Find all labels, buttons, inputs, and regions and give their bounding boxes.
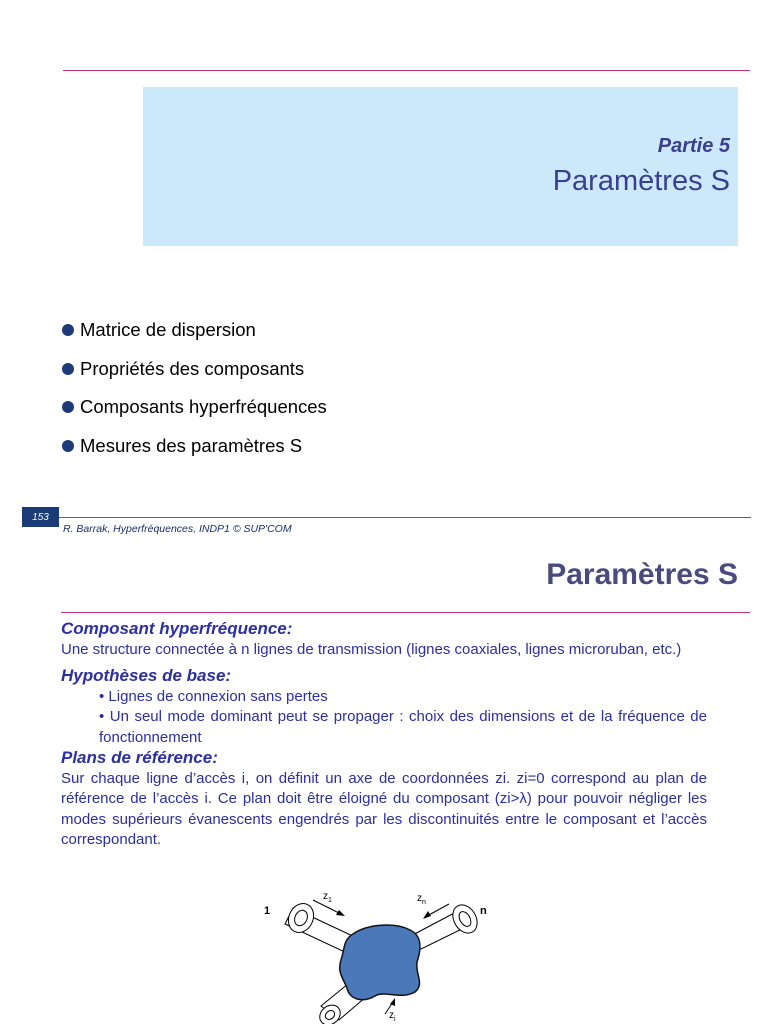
bullet-icon bbox=[62, 324, 74, 336]
list-item bbox=[62, 350, 327, 389]
paragraph: Une structure connectée à n lignes de transmission (lignes coaxiales, lignes microruban, etc.) bbox=[61, 640, 682, 658]
arrow-z1-head bbox=[336, 910, 345, 916]
list-item-label: Matrice de dispersion bbox=[80, 319, 256, 341]
outline-list bbox=[62, 311, 327, 465]
list-item-label: Composants hyperfréquences bbox=[80, 396, 327, 418]
component-blob bbox=[340, 925, 420, 1000]
slide2-title: Paramètres S bbox=[546, 558, 738, 591]
top-divider bbox=[63, 70, 750, 71]
z1-label: $z_1$ bbox=[323, 891, 332, 904]
footer-credit: R. Barrak, Hyperfréquences, INDP1 © SUP'COM bbox=[63, 523, 292, 535]
paragraph: Sur chaque ligne d’accès i, on définit un axe de coordonnées zi. zi=0 correspond au plan de référence de l’accès i. Ce plan doit être éloigné du composant (zi>λ) pour pouvoir négliger les modes supérieurs évanescents engendrés par les discontinuités entre le composant et l’accès correspondant. bbox=[61, 769, 707, 848]
arrow-z1 bbox=[313, 900, 341, 914]
bullet-icon bbox=[62, 440, 74, 452]
port-n-label: n bbox=[480, 905, 487, 917]
port-1-label: 1 bbox=[264, 905, 271, 917]
multiport-diagram bbox=[255, 888, 505, 1024]
title-box bbox=[143, 87, 738, 246]
footer-divider bbox=[59, 517, 751, 518]
zi-label: $z_i$ bbox=[389, 1010, 396, 1023]
part-label: Partie 5 bbox=[657, 135, 730, 157]
zn-label: $z_n$ bbox=[417, 893, 426, 906]
list-item bbox=[62, 311, 327, 350]
section-heading: Composant hyperfréquence: bbox=[61, 619, 293, 638]
list-item bbox=[62, 388, 327, 427]
section-heading: Plans de référence: bbox=[61, 748, 218, 767]
bullet-icon bbox=[62, 401, 74, 413]
list-item: • Lignes de connexion sans pertes bbox=[99, 687, 328, 705]
page-number-badge: 153 bbox=[22, 507, 59, 527]
list-item-label: Mesures des paramètres S bbox=[80, 434, 303, 456]
arrow-zn-head bbox=[423, 911, 431, 919]
list-item-label: Propriétés des composants bbox=[80, 357, 305, 379]
arrow-zn bbox=[427, 904, 449, 916]
slide-title: Paramètres S bbox=[552, 165, 730, 197]
slide2-content bbox=[61, 619, 707, 851]
bullet-icon bbox=[62, 363, 74, 375]
list-item: • Un seul mode dominant peut se propager : choix des dimensions et de la fréquence de fonctionnement bbox=[99, 708, 707, 746]
section-heading: Hypothèses de base: bbox=[61, 666, 232, 685]
title-underline bbox=[61, 612, 750, 613]
list-item bbox=[62, 427, 327, 466]
